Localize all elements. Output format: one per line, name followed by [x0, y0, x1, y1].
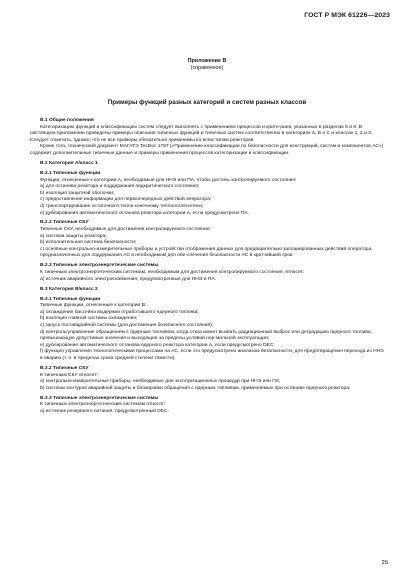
paragraph: К типичным электроэнергетическим системам, необходимым для достижения контролируемого состояния, относят:: [40, 270, 305, 276]
section-heading: В.2.3 Типичные электроэнергетические системы: [40, 263, 159, 269]
list-item: a) источник аварийного электроснабжения, предусмотренные для ННЭ и ПА.: [40, 276, 216, 282]
list-item: d) транспортирование остаточного тепла конечному теплопоглотителю;: [40, 203, 204, 209]
section-heading: В.2.2 Типичные СКУ: [40, 220, 89, 226]
paragraph: Категоризацию функций и классификацию систем следует выполнять с применением процессов и крите-риев, указанных в разделах 5 и 6. В настоящем приложении приведены примеры описания типичных функций и типичных систем соответственно в категориях А, В и С и классах 1, 2 и 3. Следует отметить, однако, что не все примеры обязательно применимы ко всем типам реакторов.: [30, 124, 373, 143]
paragraph: Функции, отнесенные к категории А, необходимые для ННЭ или ПА, чтобы достичь контролируемого состояния:: [40, 177, 297, 183]
list-item: c) запуск поставарийной системы (для достижения безопасного состояния);: [40, 322, 214, 328]
section-heading: В.3.3 Типичные электроэнергетические системы: [40, 395, 159, 401]
list-item: a) для останова реактора и поддержания подкритического состояния;: [40, 184, 200, 190]
list-item: f) функция управления технологическими процессами на АС, если это предусмотрено анализом безопасности, для предотвращения перехода из ННЭ в аварию (т. е. в пределах срока средней степени тяжести).: [40, 349, 384, 361]
paragraph: К типичным электроэнергетическим системам относят:: [40, 402, 166, 408]
list-item: e) дублирование автоматического останова ядерного реактора категории А, если предусмотрено DEC;: [40, 342, 275, 348]
section-heading: В.3.1 Типичные функции: [40, 296, 101, 302]
section-heading: В.3 Категория В/класс 2: [40, 286, 98, 292]
list-item: c) основные контрольно-измерительные приборы и устройства отображения данных для предварительно запланированных действий оператора, предназначенных для поддержания АС в необходимом для обе-спечения безопасности АС в кратчайший срок.: [40, 246, 373, 259]
list-item: d) контроль/управление обращением с ядерным топливом, когда отказ может вызвать радиационный выброс или деградацию ядерного топлива, превышающую допустимые значения и выходящие за пределы условий нор-мальной эксплуатации;: [40, 329, 372, 342]
section-heading: В.2 Категория А/класс 1: [40, 160, 98, 166]
annex-title: Приложение В: [187, 58, 227, 64]
paragraph: К типичным СКУ относят:: [40, 372, 98, 378]
section-heading: В.1 Общие положения: [40, 118, 94, 123]
paragraph: Кроме того, технический документ МАГАТЭ TecDoc 1787 («Применение классификации по безопасности для конструкций, систем и компонентов АС») содержит дополнительные типичные данные и примеры применения процессов категоризации и классификации.: [30, 144, 384, 156]
annex-heading: [0, 58, 414, 72]
paragraph: Типичные СКУ, необходимые для достижения контролируемого состояния:: [40, 227, 211, 233]
list-item: a) охлаждение бассейна выдержки отработавшего ядерного топлива;: [40, 309, 199, 315]
page-number: 25: [381, 560, 388, 566]
list-item: a) контрольно-измерительные приборы, необходимые для эксплуатационных процедур при ННЭ или ПА;: [40, 379, 281, 385]
list-item: b) системы контуров аварийной защиты и блокировки обращения с ядерным топливом, применяемые при останове ядерного реактора.: [40, 385, 351, 391]
list-item: c) предоставление информации для первоочередных действий оператора;: [40, 197, 212, 203]
list-item: b) изоляция главной системы охлаждения;: [40, 316, 138, 322]
list-item: a) система защиты реактора;: [40, 233, 107, 239]
document-body: [30, 118, 387, 415]
paragraph: Типичные функции, отнесенные к категории В:: [40, 303, 147, 309]
list-item: b) изоляция защитной оболочки;: [40, 190, 115, 196]
annex-kind: (справочное): [190, 65, 224, 71]
list-item: b) исполнительная система безопасности;: [40, 240, 137, 246]
standard-header: ГОСТ Р МЭК 61226—2023: [304, 12, 390, 19]
section-heading: В.3.2 Типичные СКУ: [40, 365, 89, 371]
list-item: e) дублирования автоматического останова реактора категории А, если предусмотрено ПА.: [40, 210, 250, 216]
list-item: a) источник резервного питания, предусмотренный DEC.: [40, 408, 169, 414]
document-title: Примеры функций разных категорий и систем разных классов: [107, 99, 307, 106]
section-heading: В.2.1 Типичные функции: [40, 170, 101, 176]
